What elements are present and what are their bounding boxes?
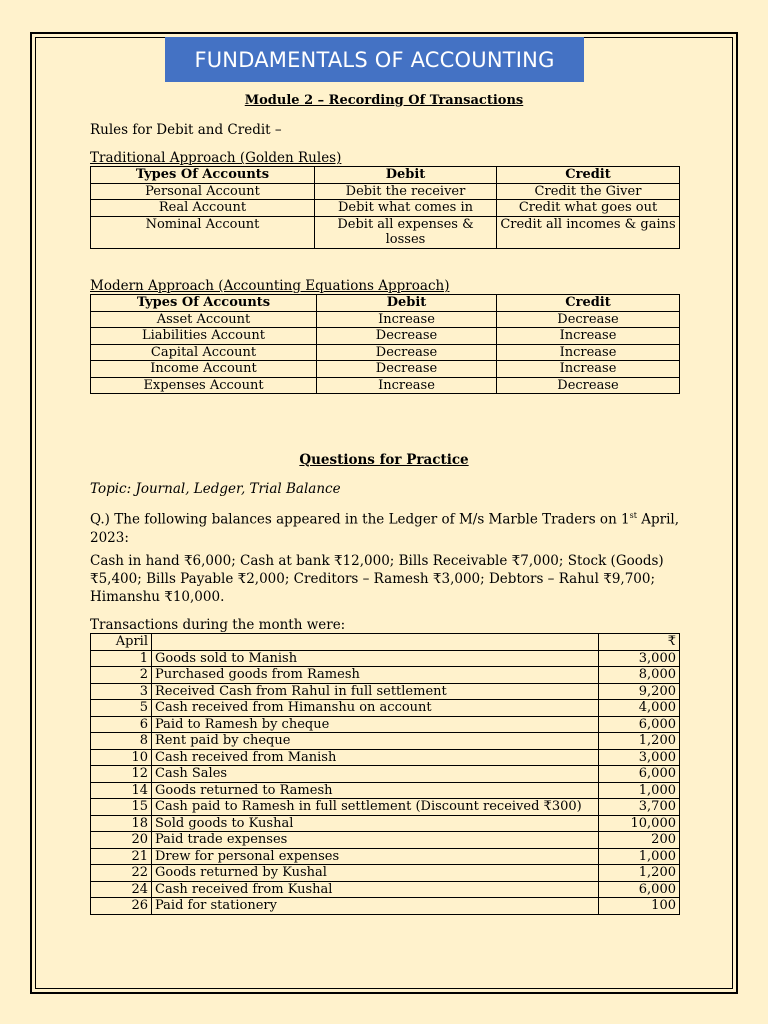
table-cell: Purchased goods from Ramesh [152, 667, 599, 684]
table-cell: 200 [599, 832, 680, 849]
table-cell: 3 [91, 683, 152, 700]
table-cell: Credit the Giver [497, 183, 680, 200]
table-cell: 5 [91, 700, 152, 717]
table-cell: 21 [91, 848, 152, 865]
header-debit: Debit [317, 295, 497, 312]
table-cell: 1,200 [599, 733, 680, 750]
modern-table [90, 294, 680, 394]
header-credit: Credit [497, 295, 680, 312]
table-cell: 1 [91, 650, 152, 667]
table-cell: 2 [91, 667, 152, 684]
table-cell: Increase [497, 344, 680, 361]
table-cell: 10,000 [599, 815, 680, 832]
table-cell: Decrease [317, 344, 497, 361]
table-header-row [91, 167, 680, 184]
table-row [91, 200, 680, 217]
table-cell: Sold goods to Kushal [152, 815, 599, 832]
table-cell: Drew for personal expenses [152, 848, 599, 865]
table-cell: Nominal Account [91, 216, 315, 248]
table-cell: 22 [91, 865, 152, 882]
table-cell: 6,000 [599, 716, 680, 733]
table-cell: Received Cash from Rahul in full settlement [152, 683, 599, 700]
table-cell: 1,000 [599, 848, 680, 865]
transactions-table [90, 633, 680, 915]
table-row [91, 700, 680, 717]
table-cell: Credit what goes out [497, 200, 680, 217]
table-row [91, 799, 680, 816]
table-row [91, 667, 680, 684]
table-cell: 6,000 [599, 766, 680, 783]
table-cell: 8,000 [599, 667, 680, 684]
table-cell: 6 [91, 716, 152, 733]
table-cell: Decrease [497, 311, 680, 328]
header-types: Types Of Accounts [91, 295, 317, 312]
table-cell: Personal Account [91, 183, 315, 200]
table-cell: Decrease [317, 361, 497, 378]
module-title: Module 2 – Recording Of Transactions [244, 93, 524, 108]
table-cell: Cash Sales [152, 766, 599, 783]
table-cell: 1,200 [599, 865, 680, 882]
table-cell: 12 [91, 766, 152, 783]
rules-intro: Rules for Debit and Credit – [90, 122, 282, 138]
table-cell: Cash received from Manish [152, 749, 599, 766]
table-row [91, 183, 680, 200]
table-cell: Increase [497, 328, 680, 345]
table-cell: 8 [91, 733, 152, 750]
table-row [91, 683, 680, 700]
table-cell: Decrease [317, 328, 497, 345]
table-cell: Cash paid to Ramesh in full settlement (Discount received ₹300) [152, 799, 599, 816]
table-cell: 3,000 [599, 749, 680, 766]
table-cell: 1,000 [599, 782, 680, 799]
document-banner: FUNDAMENTALS OF ACCOUNTING [165, 37, 584, 82]
question-superscript: st [629, 511, 637, 520]
table-cell: 6,000 [599, 881, 680, 898]
table-cell: 4,000 [599, 700, 680, 717]
table-cell: 14 [91, 782, 152, 799]
opening-balances: Cash in hand ₹6,000; Cash at bank ₹12,000; Bills Receivable ₹7,000; Stock (Goods) ₹5,400; Bills Payable ₹2,000; Creditors – Ramesh ₹3,000; Debtors – Rahul ₹9,700; Himanshu ₹10,000. [90, 553, 664, 605]
table-cell: Capital Account [91, 344, 317, 361]
practice-title: Questions for Practice [299, 452, 469, 468]
table-row [91, 815, 680, 832]
table-cell: Debit all expenses & losses [315, 216, 497, 248]
table-header-row [91, 295, 680, 312]
table-cell: Paid to Ramesh by cheque [152, 716, 599, 733]
table-cell: 15 [91, 799, 152, 816]
table-cell: 9,200 [599, 683, 680, 700]
table-cell: Real Account [91, 200, 315, 217]
traditional-table [90, 166, 680, 249]
table-row [91, 832, 680, 849]
table-row [91, 716, 680, 733]
table-row [91, 881, 680, 898]
table-cell: Debit the receiver [315, 183, 497, 200]
modern-heading: Modern Approach (Accounting Equations Approach) [90, 278, 450, 294]
table-cell: Goods sold to Manish [152, 650, 599, 667]
header-amount: ₹ [599, 634, 680, 651]
table-cell: 3,000 [599, 650, 680, 667]
table-cell: 26 [91, 898, 152, 915]
table-cell: Paid for stationery [152, 898, 599, 915]
table-row [91, 749, 680, 766]
practice-question [90, 507, 680, 547]
table-row [91, 848, 680, 865]
table-cell: 20 [91, 832, 152, 849]
table-row [91, 898, 680, 915]
table-cell: Income Account [91, 361, 317, 378]
table-row [91, 377, 680, 394]
header-types: Types Of Accounts [91, 167, 315, 184]
table-row [91, 361, 680, 378]
table-cell: 100 [599, 898, 680, 915]
table-cell: Asset Account [91, 311, 317, 328]
table-row [91, 216, 680, 248]
table-cell: Expenses Account [91, 377, 317, 394]
traditional-heading: Traditional Approach (Golden Rules) [90, 150, 342, 166]
table-cell: Decrease [497, 377, 680, 394]
header-particulars [152, 634, 599, 651]
table-cell: 3,700 [599, 799, 680, 816]
question-text-end: April, 2023: [90, 511, 680, 546]
header-debit: Debit [315, 167, 497, 184]
table-cell: Increase [317, 377, 497, 394]
table-row [91, 733, 680, 750]
table-row [91, 865, 680, 882]
question-text: Q.) The following balances appeared in the Ledger of M/s Marble Traders on 1 [90, 511, 630, 528]
header-credit: Credit [497, 167, 680, 184]
table-row [91, 311, 680, 328]
header-date: April [91, 634, 152, 651]
table-row [91, 766, 680, 783]
table-cell: 10 [91, 749, 152, 766]
table-row [91, 782, 680, 799]
table-cell: Rent paid by cheque [152, 733, 599, 750]
table-row [91, 650, 680, 667]
table-cell: 24 [91, 881, 152, 898]
table-row [91, 328, 680, 345]
table-cell: Goods returned by Kushal [152, 865, 599, 882]
table-cell: Liabilities Account [91, 328, 317, 345]
table-cell: Cash received from Kushal [152, 881, 599, 898]
table-cell: Cash received from Himanshu on account [152, 700, 599, 717]
table-cell: Credit all incomes & gains [497, 216, 680, 248]
table-row [91, 344, 680, 361]
table-cell: 18 [91, 815, 152, 832]
table-header-row [91, 634, 680, 651]
table-cell: Increase [317, 311, 497, 328]
table-cell: Goods returned to Ramesh [152, 782, 599, 799]
table-cell: Increase [497, 361, 680, 378]
table-cell: Paid trade expenses [152, 832, 599, 849]
table-cell: Debit what comes in [315, 200, 497, 217]
practice-topic: Topic: Journal, Ledger, Trial Balance [90, 481, 341, 497]
transactions-intro: Transactions during the month were: [90, 617, 346, 633]
